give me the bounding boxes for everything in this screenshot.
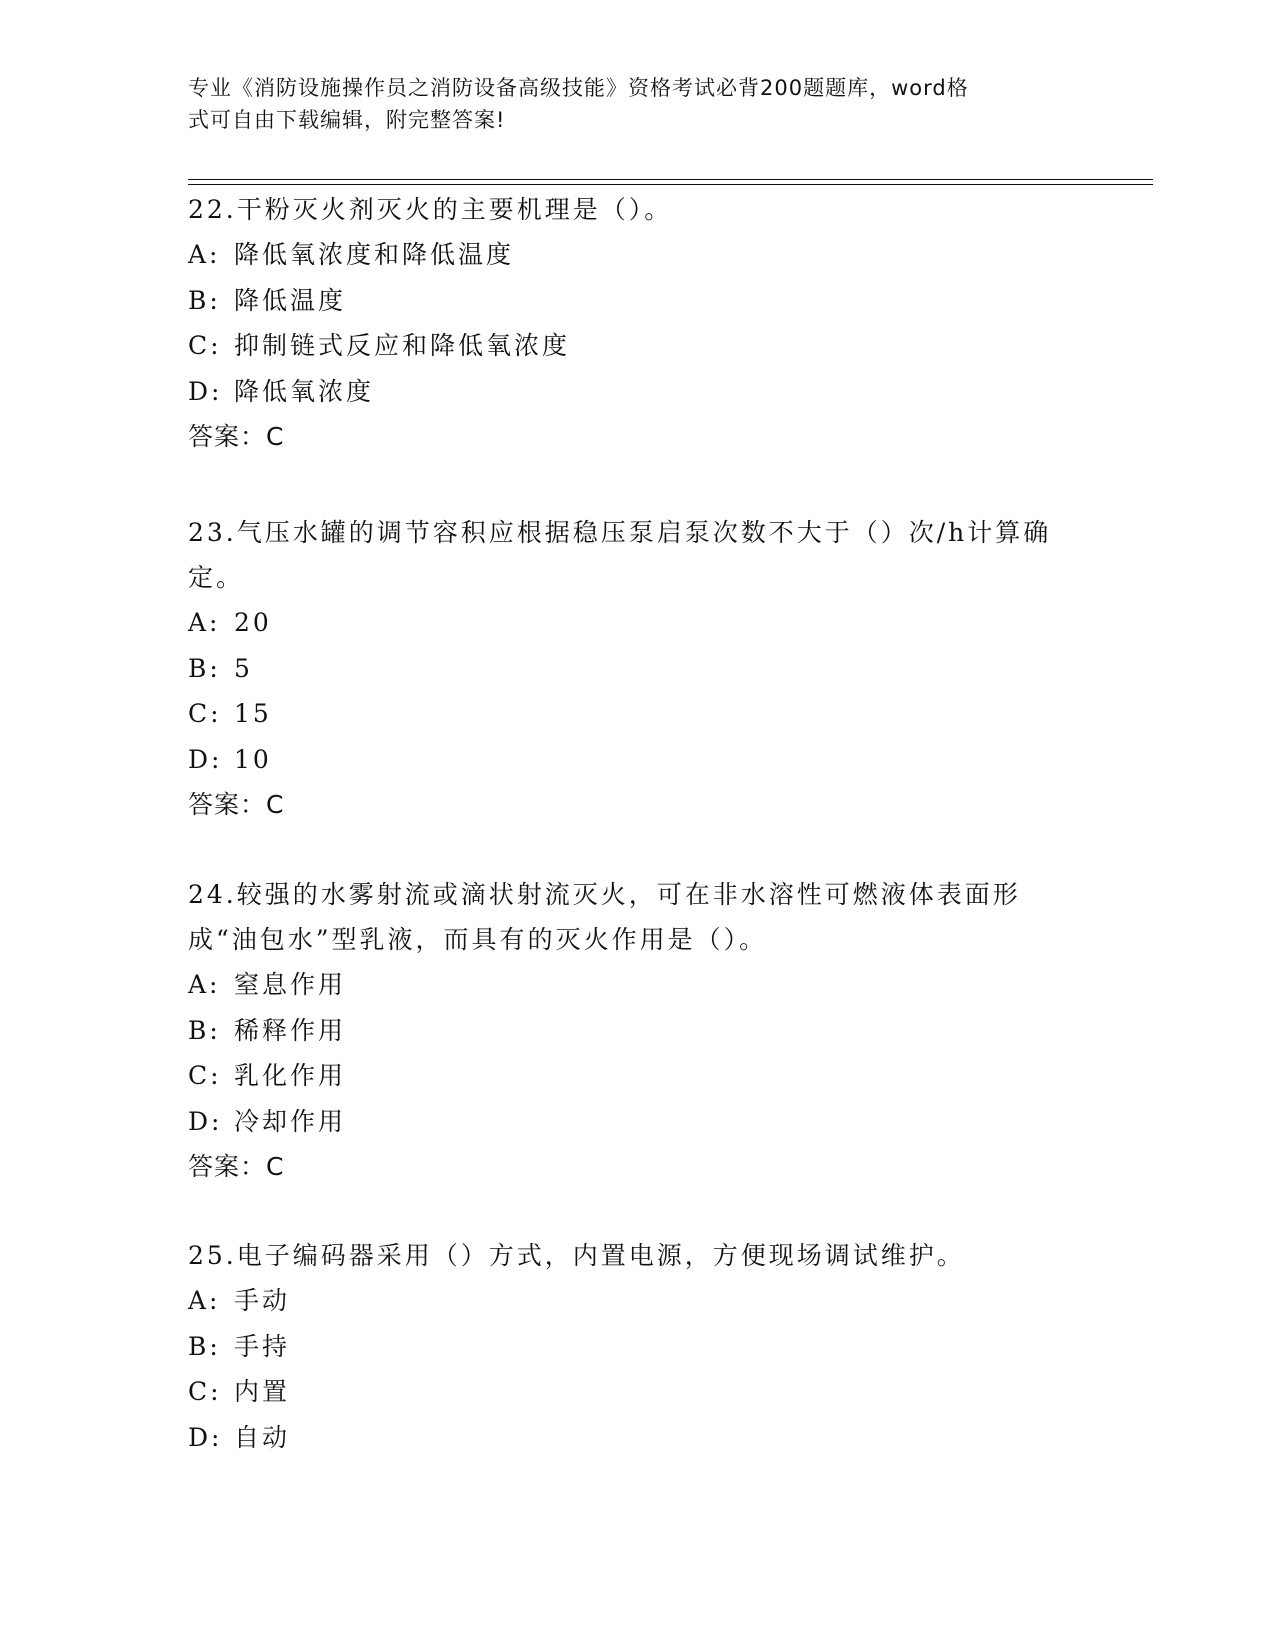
option-letter: B: (188, 285, 221, 315)
option-letter: D: (188, 1106, 223, 1136)
question-23 (188, 510, 1088, 827)
option-d (188, 737, 1088, 783)
option-text: 内置 (234, 1377, 291, 1406)
option-text: 10 (234, 744, 272, 774)
option-letter: A: (188, 608, 221, 637)
option-text: 稀释作用 (234, 1015, 347, 1045)
option-letter: D: (188, 1422, 223, 1452)
option-a (188, 600, 1088, 646)
option-c (188, 691, 1088, 737)
question-25 (188, 1233, 1088, 1460)
question-stem: 23.气压水罐的调节容积应根据稳压泵启泵次数不大于（）次/h计算确定。 (188, 518, 1052, 592)
question-24 (188, 872, 1088, 1189)
option-letter: B: (188, 653, 221, 683)
option-b (188, 1324, 1088, 1370)
option-text: 5 (234, 653, 253, 683)
option-text: 20 (234, 608, 272, 637)
option-text: 降低氧浓度和降低温度 (234, 240, 515, 269)
question-stem: 24.较强的水雾射流或滴状射流灭火，可在非水溶性可燃液体表面形成“油包水”型乳液，而具有的灭火作用是（）。 (188, 880, 1021, 954)
option-text: 抑制链式反应和降低氧浓度 (234, 331, 571, 360)
question-stem: 22.干粉灭火剂灭火的主要机理是（）。 (188, 195, 673, 224)
option-letter: A: (188, 970, 221, 999)
option-a (188, 1278, 1088, 1324)
header-divider-top (188, 179, 1153, 180)
option-text: 手动 (234, 1286, 291, 1315)
option-text: 自动 (234, 1422, 291, 1452)
option-letter: C: (188, 1061, 222, 1090)
option-text: 冷却作用 (234, 1106, 347, 1136)
option-text: 15 (234, 699, 272, 728)
option-text: 降低氧浓度 (234, 376, 375, 406)
answer-line: 答案：C (188, 1152, 285, 1181)
option-d (188, 369, 1088, 415)
option-a (188, 232, 1088, 278)
option-letter: B: (188, 1015, 221, 1045)
option-c (188, 1369, 1088, 1415)
option-a (188, 962, 1088, 1008)
option-c (188, 323, 1088, 369)
option-letter: C: (188, 1377, 222, 1406)
option-letter: B: (188, 1331, 221, 1361)
option-text: 窒息作用 (234, 970, 347, 999)
option-c (188, 1053, 1088, 1099)
option-letter: A: (188, 1286, 221, 1315)
question-stem: 25.电子编码器采用（）方式，内置电源，方便现场调试维护。 (188, 1241, 965, 1270)
option-text: 降低温度 (234, 285, 347, 315)
answer-line: 答案：C (188, 790, 285, 819)
option-b (188, 646, 1088, 692)
header-line-2: 式可自由下载编辑，附完整答案! (188, 108, 506, 132)
option-letter: D: (188, 744, 223, 774)
option-letter: C: (188, 331, 222, 360)
option-b (188, 1008, 1088, 1054)
option-letter: C: (188, 699, 222, 728)
option-letter: A: (188, 240, 221, 269)
option-letter: D: (188, 376, 223, 406)
option-d (188, 1099, 1088, 1145)
option-d (188, 1415, 1088, 1461)
header-line-1: 专业《消防设施操作员之消防设备高级技能》资格考试必背200题题库，word格 (188, 76, 969, 100)
document-header (188, 72, 1088, 136)
header-divider-bottom (188, 184, 1153, 185)
option-text: 手持 (234, 1331, 291, 1361)
option-b (188, 278, 1088, 324)
option-text: 乳化作用 (234, 1061, 347, 1090)
answer-line: 答案：C (188, 422, 285, 451)
question-22 (188, 187, 1088, 459)
